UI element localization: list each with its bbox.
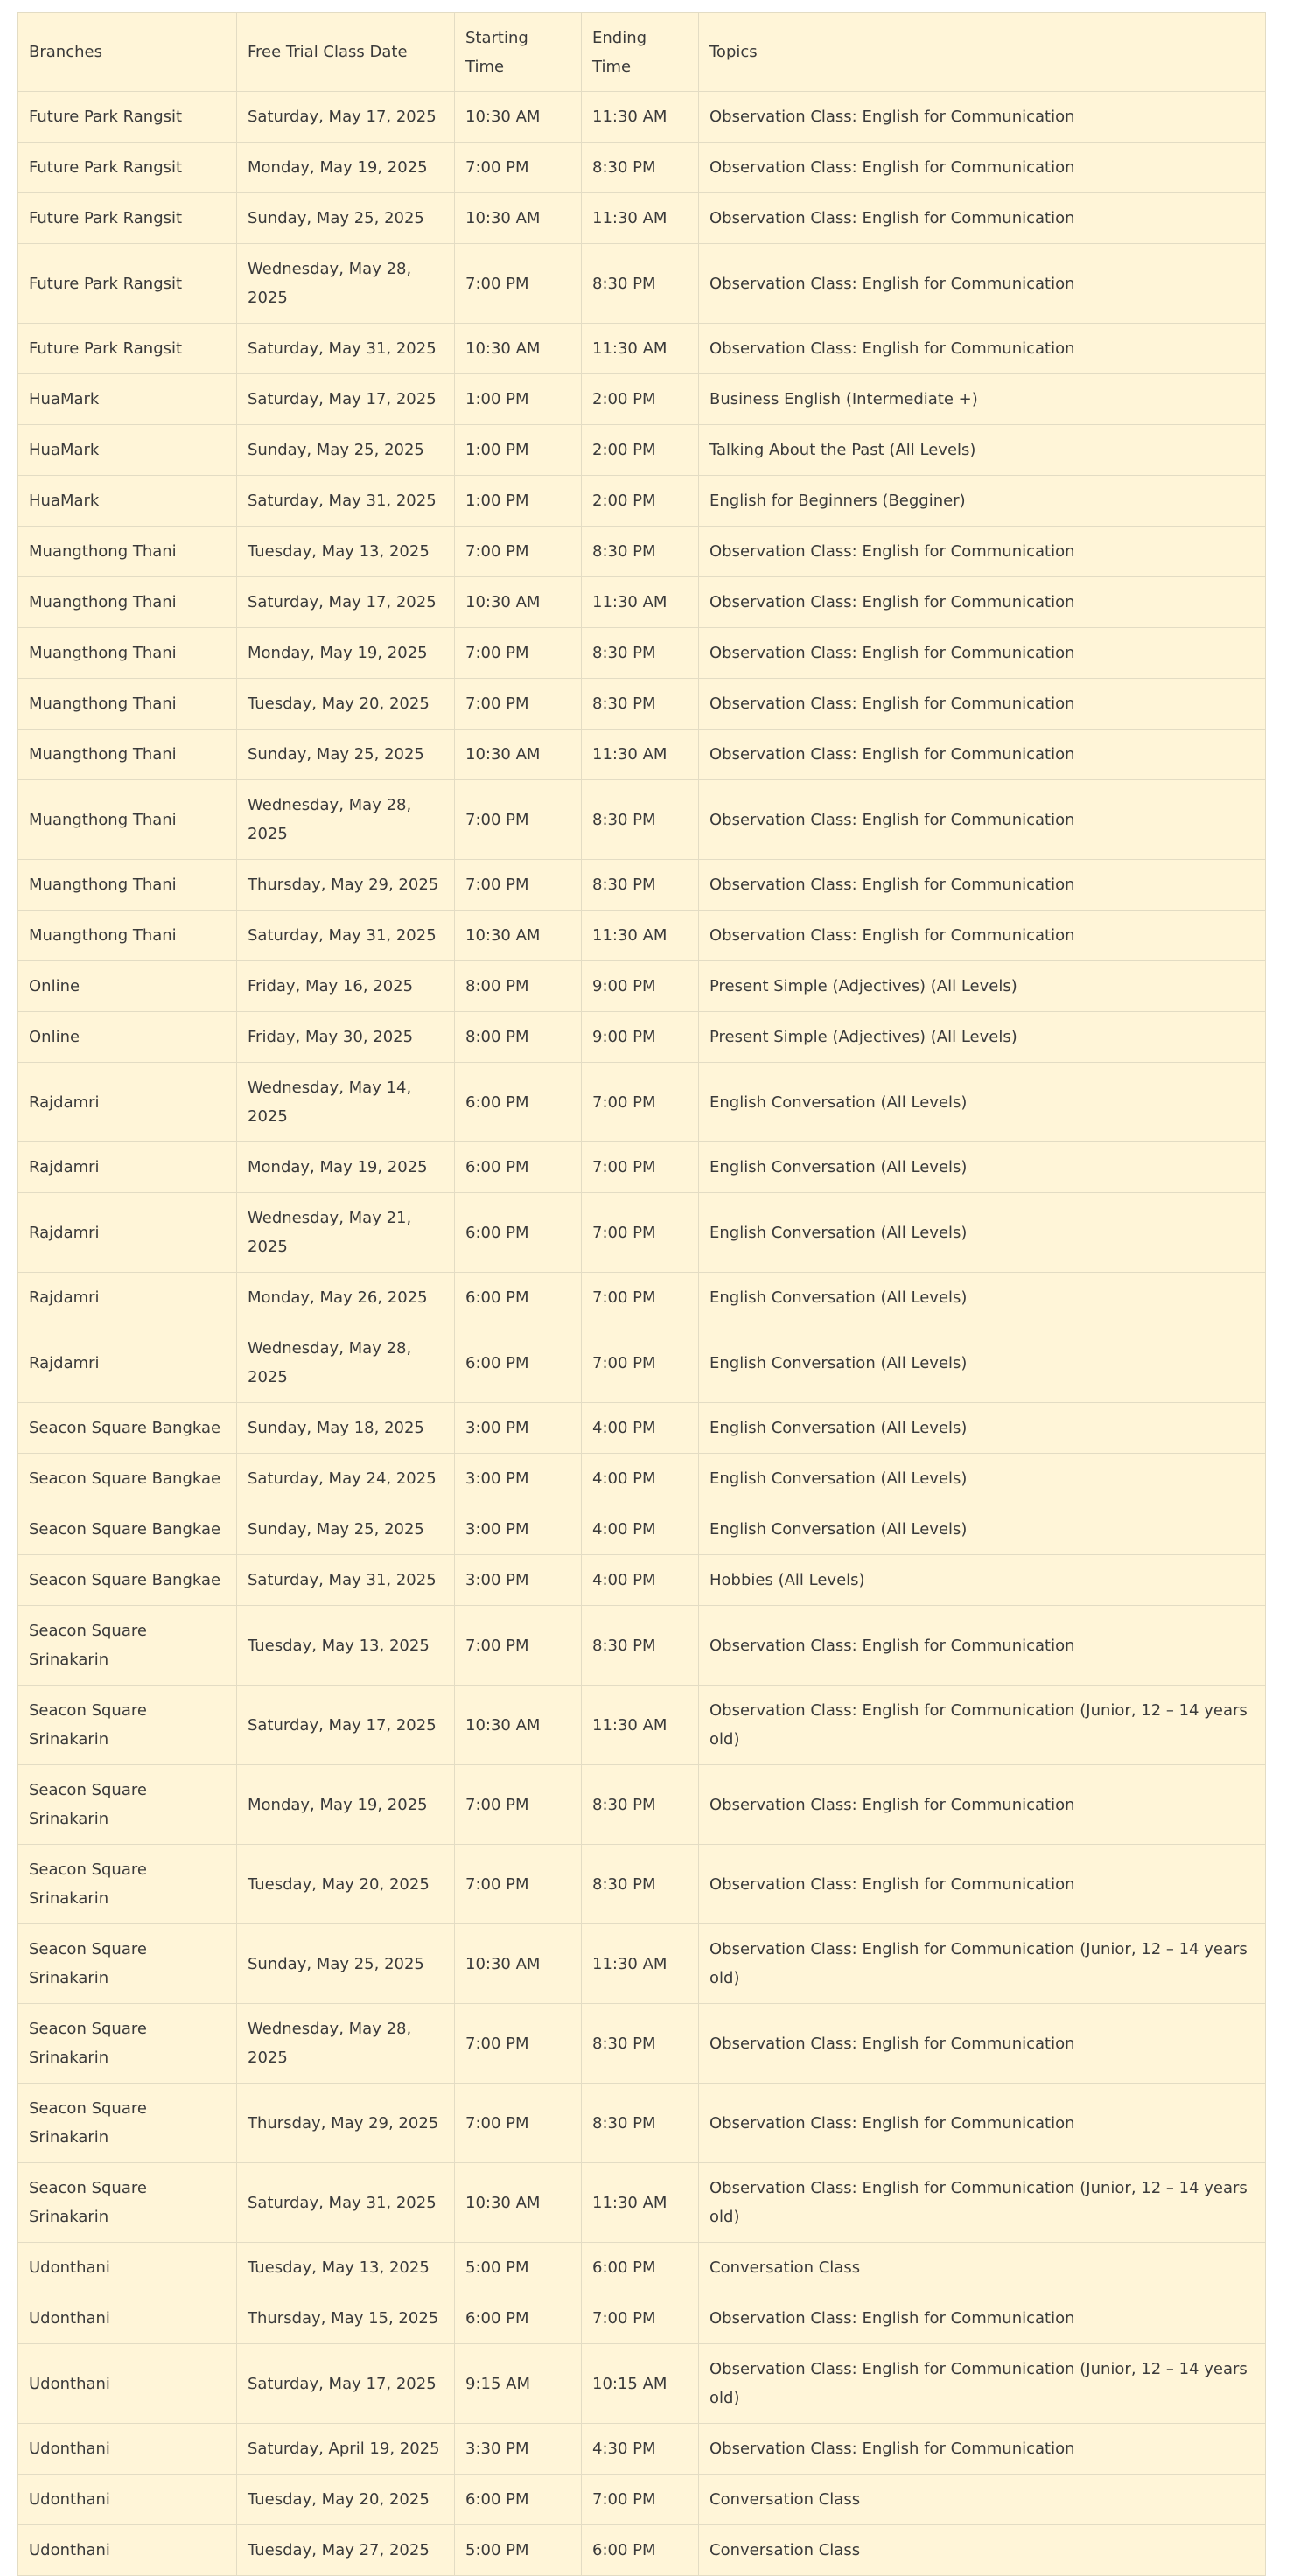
cell-date: Sunday, May 25, 2025 <box>237 193 455 244</box>
cell-branch: Udonthani <box>18 2525 237 2576</box>
cell-topic: Observation Class: English for Communication <box>699 143 1266 193</box>
cell-branch: Muangthong Thani <box>18 860 237 911</box>
cell-branch: Muangthong Thani <box>18 780 237 860</box>
cell-date: Wednesday, May 28, 2025 <box>237 780 455 860</box>
cell-branch: Seacon Square Srinakarin <box>18 1924 237 2004</box>
free-trial-schedule-table <box>17 12 1266 2576</box>
table-row <box>18 143 1266 193</box>
cell-branch: Seacon Square Srinakarin <box>18 1606 237 1686</box>
cell-start-time: 10:30 AM <box>455 730 582 780</box>
table-row <box>18 425 1266 476</box>
cell-topic: Present Simple (Adjectives) (All Levels) <box>699 1012 1266 1063</box>
table-row <box>18 2084 1266 2163</box>
cell-branch: Seacon Square Bangkae <box>18 1504 237 1555</box>
cell-end-time: 8:30 PM <box>582 527 699 577</box>
cell-start-time: 7:00 PM <box>455 1845 582 1924</box>
table-row <box>18 860 1266 911</box>
cell-topic: Observation Class: English for Communication <box>699 92 1266 143</box>
cell-start-time: 10:30 AM <box>455 1924 582 2004</box>
cell-start-time: 7:00 PM <box>455 780 582 860</box>
cell-branch: Seacon Square Srinakarin <box>18 1845 237 1924</box>
table-row <box>18 1845 1266 1924</box>
cell-date: Tuesday, May 27, 2025 <box>237 2525 455 2576</box>
cell-start-time: 10:30 AM <box>455 2163 582 2243</box>
table-row <box>18 244 1266 324</box>
cell-branch: Muangthong Thani <box>18 628 237 679</box>
cell-end-time: 8:30 PM <box>582 1845 699 1924</box>
table-row <box>18 2243 1266 2293</box>
cell-end-time: 10:15 AM <box>582 2344 699 2424</box>
cell-branch: Future Park Rangsit <box>18 143 237 193</box>
cell-date: Saturday, May 31, 2025 <box>237 911 455 961</box>
cell-date: Tuesday, May 13, 2025 <box>237 2243 455 2293</box>
cell-date: Friday, May 16, 2025 <box>237 961 455 1012</box>
cell-topic: Observation Class: English for Communication <box>699 2293 1266 2344</box>
cell-start-time: 3:00 PM <box>455 1454 582 1504</box>
cell-branch: Udonthani <box>18 2424 237 2475</box>
cell-date: Wednesday, May 28, 2025 <box>237 244 455 324</box>
cell-branch: HuaMark <box>18 374 237 425</box>
cell-date: Wednesday, May 28, 2025 <box>237 1323 455 1403</box>
cell-date: Friday, May 30, 2025 <box>237 1012 455 1063</box>
cell-date: Saturday, May 17, 2025 <box>237 92 455 143</box>
cell-topic: English for Beginners (Begginer) <box>699 476 1266 527</box>
cell-start-time: 7:00 PM <box>455 628 582 679</box>
cell-start-time: 3:00 PM <box>455 1504 582 1555</box>
cell-topic: Observation Class: English for Communication (Junior, 12 – 14 years old) <box>699 1924 1266 2004</box>
table-row <box>18 911 1266 961</box>
table-row <box>18 1323 1266 1403</box>
cell-topic: English Conversation (All Levels) <box>699 1403 1266 1454</box>
cell-start-time: 7:00 PM <box>455 679 582 730</box>
table-row <box>18 193 1266 244</box>
schedule-table-container <box>17 12 1265 2576</box>
cell-branch: Seacon Square Srinakarin <box>18 1686 237 1765</box>
cell-branch: Future Park Rangsit <box>18 193 237 244</box>
cell-end-time: 11:30 AM <box>582 730 699 780</box>
cell-date: Thursday, May 29, 2025 <box>237 860 455 911</box>
cell-date: Tuesday, May 20, 2025 <box>237 2475 455 2525</box>
cell-date: Saturday, May 17, 2025 <box>237 374 455 425</box>
cell-date: Tuesday, May 13, 2025 <box>237 1606 455 1686</box>
cell-start-time: 1:00 PM <box>455 476 582 527</box>
table-row <box>18 2344 1266 2424</box>
table-row <box>18 730 1266 780</box>
cell-branch: Udonthani <box>18 2344 237 2424</box>
cell-topic: Observation Class: English for Communication <box>699 628 1266 679</box>
cell-start-time: 8:00 PM <box>455 961 582 1012</box>
cell-date: Sunday, May 25, 2025 <box>237 730 455 780</box>
table-row <box>18 374 1266 425</box>
cell-start-time: 6:00 PM <box>455 1193 582 1273</box>
cell-date: Monday, May 19, 2025 <box>237 628 455 679</box>
cell-end-time: 4:00 PM <box>582 1454 699 1504</box>
cell-start-time: 10:30 AM <box>455 1686 582 1765</box>
cell-end-time: 7:00 PM <box>582 1193 699 1273</box>
header-branches: Branches <box>18 13 237 92</box>
cell-branch: Online <box>18 961 237 1012</box>
cell-branch: Future Park Rangsit <box>18 244 237 324</box>
cell-end-time: 4:30 PM <box>582 2424 699 2475</box>
cell-branch: Rajdamri <box>18 1063 237 1142</box>
cell-date: Tuesday, May 20, 2025 <box>237 679 455 730</box>
cell-date: Wednesday, May 14, 2025 <box>237 1063 455 1142</box>
cell-end-time: 9:00 PM <box>582 961 699 1012</box>
cell-date: Saturday, May 17, 2025 <box>237 2344 455 2424</box>
cell-start-time: 7:00 PM <box>455 143 582 193</box>
cell-end-time: 9:00 PM <box>582 1012 699 1063</box>
cell-start-time: 10:30 AM <box>455 911 582 961</box>
cell-branch: Rajdamri <box>18 1193 237 1273</box>
cell-end-time: 11:30 AM <box>582 2163 699 2243</box>
table-row <box>18 577 1266 628</box>
cell-branch: Muangthong Thani <box>18 911 237 961</box>
cell-branch: Udonthani <box>18 2293 237 2344</box>
cell-branch: Muangthong Thani <box>18 730 237 780</box>
cell-start-time: 5:00 PM <box>455 2525 582 2576</box>
cell-end-time: 11:30 AM <box>582 92 699 143</box>
cell-start-time: 3:00 PM <box>455 1555 582 1606</box>
cell-topic: Observation Class: English for Communication <box>699 577 1266 628</box>
cell-topic: Observation Class: English for Communication <box>699 860 1266 911</box>
table-row <box>18 1403 1266 1454</box>
cell-start-time: 10:30 AM <box>455 324 582 374</box>
cell-end-time: 4:00 PM <box>582 1555 699 1606</box>
cell-topic: Observation Class: English for Communication <box>699 730 1266 780</box>
cell-branch: Seacon Square Bangkae <box>18 1403 237 1454</box>
cell-date: Saturday, May 31, 2025 <box>237 1555 455 1606</box>
table-row <box>18 2525 1266 2576</box>
cell-end-time: 2:00 PM <box>582 374 699 425</box>
cell-date: Saturday, April 19, 2025 <box>237 2424 455 2475</box>
cell-start-time: 10:30 AM <box>455 92 582 143</box>
cell-date: Sunday, May 25, 2025 <box>237 425 455 476</box>
cell-topic: Observation Class: English for Communication <box>699 2004 1266 2084</box>
cell-branch: Muangthong Thani <box>18 679 237 730</box>
cell-topic: Observation Class: English for Communication <box>699 244 1266 324</box>
cell-branch: Seacon Square Srinakarin <box>18 1765 237 1845</box>
table-row <box>18 324 1266 374</box>
table-row <box>18 1924 1266 2004</box>
cell-topic: English Conversation (All Levels) <box>699 1273 1266 1323</box>
cell-branch: Seacon Square Srinakarin <box>18 2084 237 2163</box>
cell-date: Sunday, May 25, 2025 <box>237 1504 455 1555</box>
cell-start-time: 7:00 PM <box>455 527 582 577</box>
cell-start-time: 1:00 PM <box>455 425 582 476</box>
cell-end-time: 8:30 PM <box>582 143 699 193</box>
cell-topic: Observation Class: English for Communication <box>699 193 1266 244</box>
table-row <box>18 1765 1266 1845</box>
cell-end-time: 11:30 AM <box>582 1686 699 1765</box>
cell-end-time: 8:30 PM <box>582 1765 699 1845</box>
header-topics: Topics <box>699 13 1266 92</box>
table-row <box>18 780 1266 860</box>
cell-end-time: 8:30 PM <box>582 1606 699 1686</box>
cell-date: Thursday, May 15, 2025 <box>237 2293 455 2344</box>
table-row <box>18 2004 1266 2084</box>
cell-date: Saturday, May 24, 2025 <box>237 1454 455 1504</box>
cell-end-time: 11:30 AM <box>582 1924 699 2004</box>
cell-topic: Conversation Class <box>699 2525 1266 2576</box>
cell-branch: Muangthong Thani <box>18 527 237 577</box>
cell-end-time: 8:30 PM <box>582 2084 699 2163</box>
cell-branch: HuaMark <box>18 476 237 527</box>
cell-start-time: 10:30 AM <box>455 577 582 628</box>
cell-end-time: 8:30 PM <box>582 860 699 911</box>
cell-date: Saturday, May 31, 2025 <box>237 324 455 374</box>
cell-topic: English Conversation (All Levels) <box>699 1323 1266 1403</box>
cell-date: Monday, May 19, 2025 <box>237 1765 455 1845</box>
table-row <box>18 1142 1266 1193</box>
cell-start-time: 6:00 PM <box>455 1142 582 1193</box>
cell-branch: Future Park Rangsit <box>18 324 237 374</box>
cell-start-time: 6:00 PM <box>455 1063 582 1142</box>
cell-topic: Observation Class: English for Communication <box>699 527 1266 577</box>
cell-start-time: 7:00 PM <box>455 1765 582 1845</box>
cell-topic: Observation Class: English for Communication <box>699 2424 1266 2475</box>
table-row <box>18 679 1266 730</box>
cell-date: Saturday, May 31, 2025 <box>237 476 455 527</box>
cell-end-time: 11:30 AM <box>582 577 699 628</box>
table-row <box>18 1063 1266 1142</box>
cell-date: Tuesday, May 20, 2025 <box>237 1845 455 1924</box>
cell-topic: English Conversation (All Levels) <box>699 1454 1266 1504</box>
cell-topic: English Conversation (All Levels) <box>699 1504 1266 1555</box>
cell-end-time: 6:00 PM <box>582 2525 699 2576</box>
cell-date: Saturday, May 31, 2025 <box>237 2163 455 2243</box>
header-free-trial-class-date: Free Trial Class Date <box>237 13 455 92</box>
cell-branch: Rajdamri <box>18 1142 237 1193</box>
table-row <box>18 1454 1266 1504</box>
cell-branch: Udonthani <box>18 2243 237 2293</box>
cell-start-time: 6:00 PM <box>455 1273 582 1323</box>
cell-topic: Observation Class: English for Communication (Junior, 12 – 14 years old) <box>699 2163 1266 2243</box>
cell-topic: English Conversation (All Levels) <box>699 1063 1266 1142</box>
table-row <box>18 92 1266 143</box>
cell-branch: Rajdamri <box>18 1323 237 1403</box>
cell-branch: HuaMark <box>18 425 237 476</box>
cell-topic: Observation Class: English for Communication <box>699 1765 1266 1845</box>
cell-date: Wednesday, May 21, 2025 <box>237 1193 455 1273</box>
cell-end-time: 2:00 PM <box>582 425 699 476</box>
cell-topic: Observation Class: English for Communication <box>699 911 1266 961</box>
cell-topic: Hobbies (All Levels) <box>699 1555 1266 1606</box>
cell-start-time: 3:00 PM <box>455 1403 582 1454</box>
cell-end-time: 7:00 PM <box>582 1142 699 1193</box>
cell-date: Tuesday, May 13, 2025 <box>237 527 455 577</box>
cell-start-time: 7:00 PM <box>455 244 582 324</box>
cell-date: Thursday, May 29, 2025 <box>237 2084 455 2163</box>
table-row <box>18 628 1266 679</box>
cell-branch: Future Park Rangsit <box>18 92 237 143</box>
cell-start-time: 10:30 AM <box>455 193 582 244</box>
cell-end-time: 7:00 PM <box>582 1323 699 1403</box>
cell-end-time: 8:30 PM <box>582 679 699 730</box>
cell-end-time: 8:30 PM <box>582 2004 699 2084</box>
cell-date: Saturday, May 17, 2025 <box>237 577 455 628</box>
cell-date: Monday, May 26, 2025 <box>237 1273 455 1323</box>
cell-topic: English Conversation (All Levels) <box>699 1142 1266 1193</box>
cell-start-time: 7:00 PM <box>455 2004 582 2084</box>
cell-end-time: 8:30 PM <box>582 628 699 679</box>
cell-topic: Observation Class: English for Communication <box>699 1845 1266 1924</box>
cell-topic: Observation Class: English for Communication <box>699 2084 1266 2163</box>
cell-topic: Observation Class: English for Communication <box>699 679 1266 730</box>
header-ending-time: Ending Time <box>582 13 699 92</box>
cell-end-time: 8:30 PM <box>582 244 699 324</box>
cell-start-time: 9:15 AM <box>455 2344 582 2424</box>
cell-start-time: 5:00 PM <box>455 2243 582 2293</box>
cell-start-time: 1:00 PM <box>455 374 582 425</box>
cell-date: Saturday, May 17, 2025 <box>237 1686 455 1765</box>
cell-branch: Seacon Square Srinakarin <box>18 2004 237 2084</box>
cell-topic: Conversation Class <box>699 2475 1266 2525</box>
cell-branch: Seacon Square Bangkae <box>18 1555 237 1606</box>
table-row <box>18 1193 1266 1273</box>
cell-topic: Observation Class: English for Communication <box>699 324 1266 374</box>
table-row <box>18 1686 1266 1765</box>
table-row <box>18 476 1266 527</box>
cell-topic: Observation Class: English for Communication <box>699 1606 1266 1686</box>
table-row <box>18 2293 1266 2344</box>
table-row <box>18 1555 1266 1606</box>
table-body <box>18 92 1266 2576</box>
table-header <box>18 13 1266 92</box>
cell-end-time: 7:00 PM <box>582 1063 699 1142</box>
cell-end-time: 7:00 PM <box>582 1273 699 1323</box>
cell-date: Sunday, May 18, 2025 <box>237 1403 455 1454</box>
cell-start-time: 8:00 PM <box>455 1012 582 1063</box>
cell-end-time: 6:00 PM <box>582 2243 699 2293</box>
cell-end-time: 7:00 PM <box>582 2475 699 2525</box>
cell-end-time: 2:00 PM <box>582 476 699 527</box>
cell-start-time: 6:00 PM <box>455 2293 582 2344</box>
cell-branch: Seacon Square Bangkae <box>18 1454 237 1504</box>
cell-branch: Online <box>18 1012 237 1063</box>
cell-branch: Udonthani <box>18 2475 237 2525</box>
table-row <box>18 1273 1266 1323</box>
table-row <box>18 961 1266 1012</box>
table-row <box>18 1504 1266 1555</box>
header-starting-time: Starting Time <box>455 13 582 92</box>
header-row <box>18 13 1266 92</box>
cell-topic: English Conversation (All Levels) <box>699 1193 1266 1273</box>
cell-topic: Present Simple (Adjectives) (All Levels) <box>699 961 1266 1012</box>
cell-end-time: 11:30 AM <box>582 193 699 244</box>
cell-topic: Talking About the Past (All Levels) <box>699 425 1266 476</box>
cell-start-time: 6:00 PM <box>455 2475 582 2525</box>
cell-topic: Conversation Class <box>699 2243 1266 2293</box>
table-row <box>18 1012 1266 1063</box>
cell-end-time: 4:00 PM <box>582 1504 699 1555</box>
cell-start-time: 7:00 PM <box>455 860 582 911</box>
table-row <box>18 1606 1266 1686</box>
cell-start-time: 7:00 PM <box>455 2084 582 2163</box>
cell-date: Sunday, May 25, 2025 <box>237 1924 455 2004</box>
cell-topic: Observation Class: English for Communication (Junior, 12 – 14 years old) <box>699 2344 1266 2424</box>
cell-branch: Muangthong Thani <box>18 577 237 628</box>
cell-end-time: 8:30 PM <box>582 780 699 860</box>
cell-date: Monday, May 19, 2025 <box>237 143 455 193</box>
cell-start-time: 6:00 PM <box>455 1323 582 1403</box>
cell-branch: Rajdamri <box>18 1273 237 1323</box>
table-row <box>18 2424 1266 2475</box>
table-row <box>18 2163 1266 2243</box>
cell-end-time: 11:30 AM <box>582 324 699 374</box>
cell-topic: Observation Class: English for Communication <box>699 780 1266 860</box>
cell-date: Wednesday, May 28, 2025 <box>237 2004 455 2084</box>
cell-start-time: 3:30 PM <box>455 2424 582 2475</box>
table-row <box>18 527 1266 577</box>
table-row <box>18 2475 1266 2525</box>
cell-branch: Seacon Square Srinakarin <box>18 2163 237 2243</box>
cell-end-time: 7:00 PM <box>582 2293 699 2344</box>
cell-topic: Business English (Intermediate +) <box>699 374 1266 425</box>
cell-topic: Observation Class: English for Communication (Junior, 12 – 14 years old) <box>699 1686 1266 1765</box>
cell-end-time: 11:30 AM <box>582 911 699 961</box>
cell-date: Monday, May 19, 2025 <box>237 1142 455 1193</box>
cell-end-time: 4:00 PM <box>582 1403 699 1454</box>
cell-start-time: 7:00 PM <box>455 1606 582 1686</box>
